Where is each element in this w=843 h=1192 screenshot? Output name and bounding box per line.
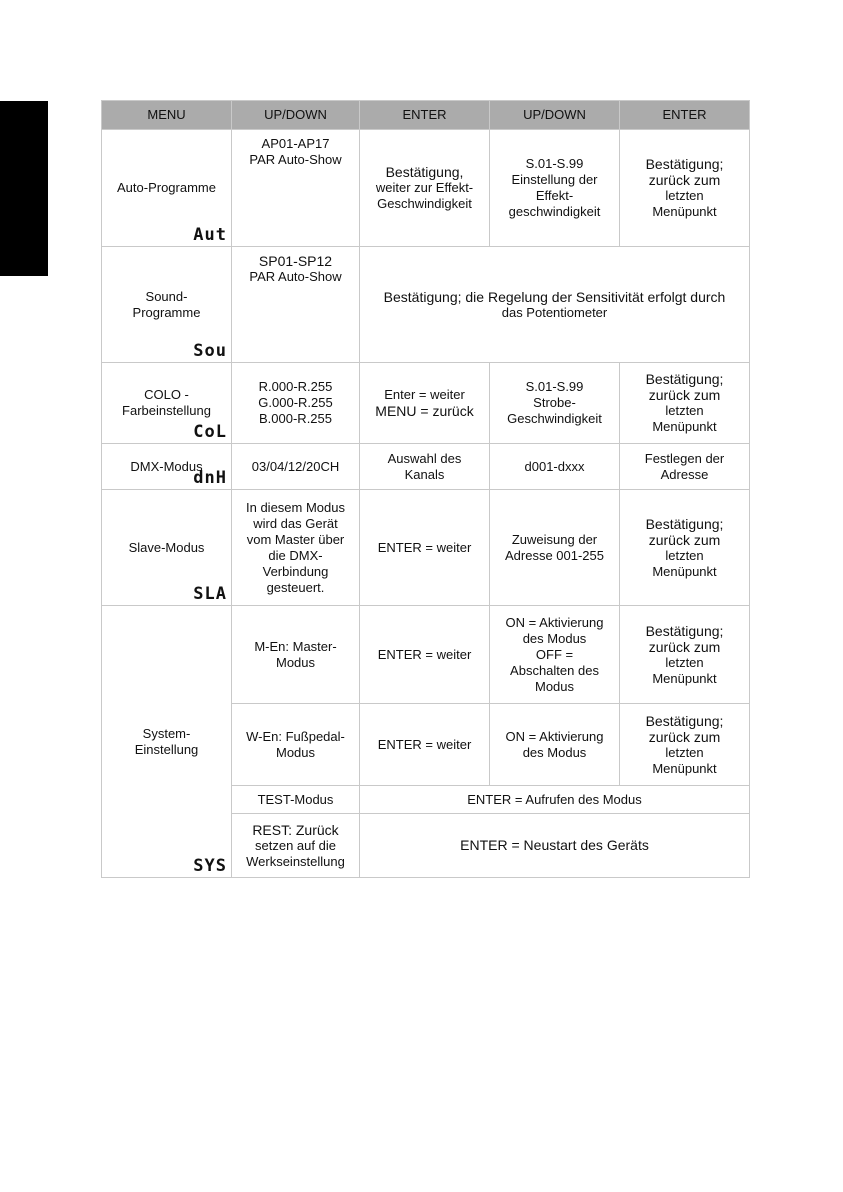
cell-line: weiter zur Effekt- [375,180,474,195]
cell-line: Bestätigung; [645,156,724,172]
cell-line: TEST-Modus [257,791,334,807]
cell-dmx-updown [232,444,360,490]
cell-line: Werkseinstellung [246,853,345,869]
cell-line: zurück zum [648,531,721,548]
menu-label: Sound- [145,288,188,304]
cell-slave-updown-2 [490,490,620,606]
cell-line: ENTER = weiter [377,736,472,752]
cell-test-updown [232,786,360,814]
row-auto-programme [102,130,750,247]
cell-line: Menüpunkt [652,563,717,579]
cell-line: Festlegen der [644,450,725,466]
cell-auto-enter [360,130,490,247]
cell-line: Bestätigung; [645,515,724,532]
cell-colo-updown-2 [490,363,620,444]
cell-wen-enter [360,704,490,786]
cell-auto-updown [232,130,360,247]
menu-label: Slave-Modus [128,539,205,555]
cell-colo-enter-2 [620,363,750,444]
cell-line: REST: Zurück [252,821,339,838]
cell-line: Modus [275,654,316,670]
menu-label: DMX-Modus [130,458,203,474]
cell-line: Menüpunkt [652,419,717,434]
cell-line: In diesem Modus [246,499,345,515]
cell-men-enter-2 [620,606,750,704]
lcd-display-code: SLA [193,584,227,604]
menu-cell-auto [102,130,232,247]
cell-line: Effekt- [535,188,574,203]
menu-cell-colo [102,363,232,444]
header-row [102,101,750,130]
cell-sound-updown [232,247,360,363]
cell-line: W-En: Fußpedal- [246,728,345,744]
cell-line: Zuweisung der [511,531,598,547]
cell-slave-updown [232,490,360,606]
menu-label: COLO - [144,387,189,402]
menu-table [101,100,750,878]
cell-line: Enter = weiter [384,387,465,402]
cell-line: Geschwindigkeit [507,411,602,426]
menu-label: Farbeinstellung [122,403,211,418]
menu-cell-system [102,606,232,878]
cell-line: ENTER = Neustart des Geräts [460,837,649,853]
cell-line: M-En: Master- [254,638,337,654]
cell-wen-enter-2 [620,704,750,786]
cell-line: PAR Auto-Show [249,269,342,284]
cell-line: zurück zum [648,172,721,188]
cell-line: wird das Gerät [253,515,338,531]
cell-line: letzten [665,654,704,670]
cell-line: Adresse [660,466,709,482]
cell-colo-enter [360,363,490,444]
cell-line: das Potentiometer [501,304,608,320]
cell-line: zurück zum [648,387,721,403]
cell-wen-updown-2 [490,704,620,786]
header-enter-1: ENTER [360,101,490,130]
row-slave [102,490,750,606]
cell-dmx-enter [360,444,490,490]
cell-line: zurück zum [648,728,721,745]
cell-line: PAR Auto-Show [249,152,342,167]
cell-slave-enter-2 [620,490,750,606]
cell-line: Bestätigung; [645,622,724,639]
language-tab-marker [0,101,48,276]
cell-dmx-enter-2 [620,444,750,490]
cell-line: setzen auf die [255,837,336,853]
lcd-display-code: Sou [193,341,227,361]
lcd-display-code: Aut [193,225,227,245]
cell-slave-enter [360,490,490,606]
cell-line: gesteuert. [266,579,325,595]
menu-label: System- [142,725,191,741]
cell-line: ON = Aktivierung [505,728,604,744]
cell-line: zurück zum [648,638,721,655]
row-dmx [102,444,750,490]
cell-line: Verbindung [262,563,329,579]
cell-line: letzten [665,744,704,760]
cell-line: Strobe- [533,395,576,410]
cell-sound-span [360,247,750,363]
row-sound-programme [102,247,750,363]
cell-line: Bestätigung; [645,371,724,387]
cell-line: Menüpunkt [652,670,717,686]
cell-line: ENTER = Aufrufen des Modus [467,791,642,807]
cell-colo-updown [232,363,360,444]
cell-line: ON = Aktivierung [505,614,604,630]
cell-line: Menüpunkt [652,760,717,776]
header-menu: MENU [102,101,232,130]
lcd-display-code: CoL [193,422,227,442]
menu-cell-slave [102,490,232,606]
cell-line: letzten [665,188,704,203]
header-up-down-2: UP/DOWN [490,101,620,130]
cell-line: G.000-R.255 [258,395,333,410]
lcd-display-code: dnH [193,468,227,488]
cell-line: Menüpunkt [652,204,717,219]
cell-dmx-updown-2 [490,444,620,490]
cell-line: 03/04/12/20CH [251,458,340,474]
cell-line: letzten [665,403,704,418]
menu-label: Einstellung [134,741,199,757]
cell-line: Bestätigung, [385,164,464,180]
cell-wen-updown [232,704,360,786]
cell-line: letzten [665,547,704,563]
cell-line: S.01-S.99 [525,156,584,171]
cell-line: des Modus [522,630,587,646]
header-enter-2: ENTER [620,101,750,130]
cell-auto-updown-2 [490,130,620,247]
menu-cell-dmx [102,444,232,490]
cell-line: die DMX- [268,547,323,563]
cell-line: Modus [534,678,575,694]
cell-line: des Modus [522,744,587,760]
cell-line: ENTER = weiter [377,646,472,662]
header-up-down-1: UP/DOWN [232,101,360,130]
cell-line: d001-dxxx [524,458,585,474]
cell-line: geschwindigkeit [508,204,601,219]
cell-line: B.000-R.255 [259,411,332,426]
cell-line: Bestätigung; die Regelung der Sensitivität erfolgt durch [383,288,726,305]
cell-line: R.000-R.255 [258,379,333,394]
cell-line: MENU = zurück [375,403,474,419]
cell-line: ENTER = weiter [377,539,472,555]
cell-men-updown [232,606,360,704]
menu-cell-sound [102,247,232,363]
row-colo [102,363,750,444]
cell-test-span [360,786,750,814]
cell-line: S.01-S.99 [525,379,584,394]
cell-line: OFF = [535,646,574,662]
cell-line: Bestätigung; [645,712,724,729]
cell-line: SP01-SP12 [258,253,333,269]
cell-line: Abschalten des [510,662,599,678]
cell-men-updown-2 [490,606,620,704]
cell-line: Adresse 001-255 [504,547,604,563]
menu-label: Programme [132,304,201,320]
cell-line: Modus [275,744,316,760]
menu-label: Auto-Programme [117,180,216,195]
cell-rest-span [360,814,750,878]
cell-line: AP01-AP17 [261,136,330,151]
cell-line: vom Master über [246,531,345,547]
cell-line: Auswahl des [387,450,462,466]
cell-line: Kanals [404,466,445,482]
cell-auto-enter-2 [620,130,750,247]
cell-men-enter [360,606,490,704]
cell-line: Einstellung der [511,172,598,187]
row-system-men [102,606,750,704]
cell-rest-updown [232,814,360,878]
lcd-display-code: SYS [193,856,227,876]
cell-line: Geschwindigkeit [377,196,472,211]
